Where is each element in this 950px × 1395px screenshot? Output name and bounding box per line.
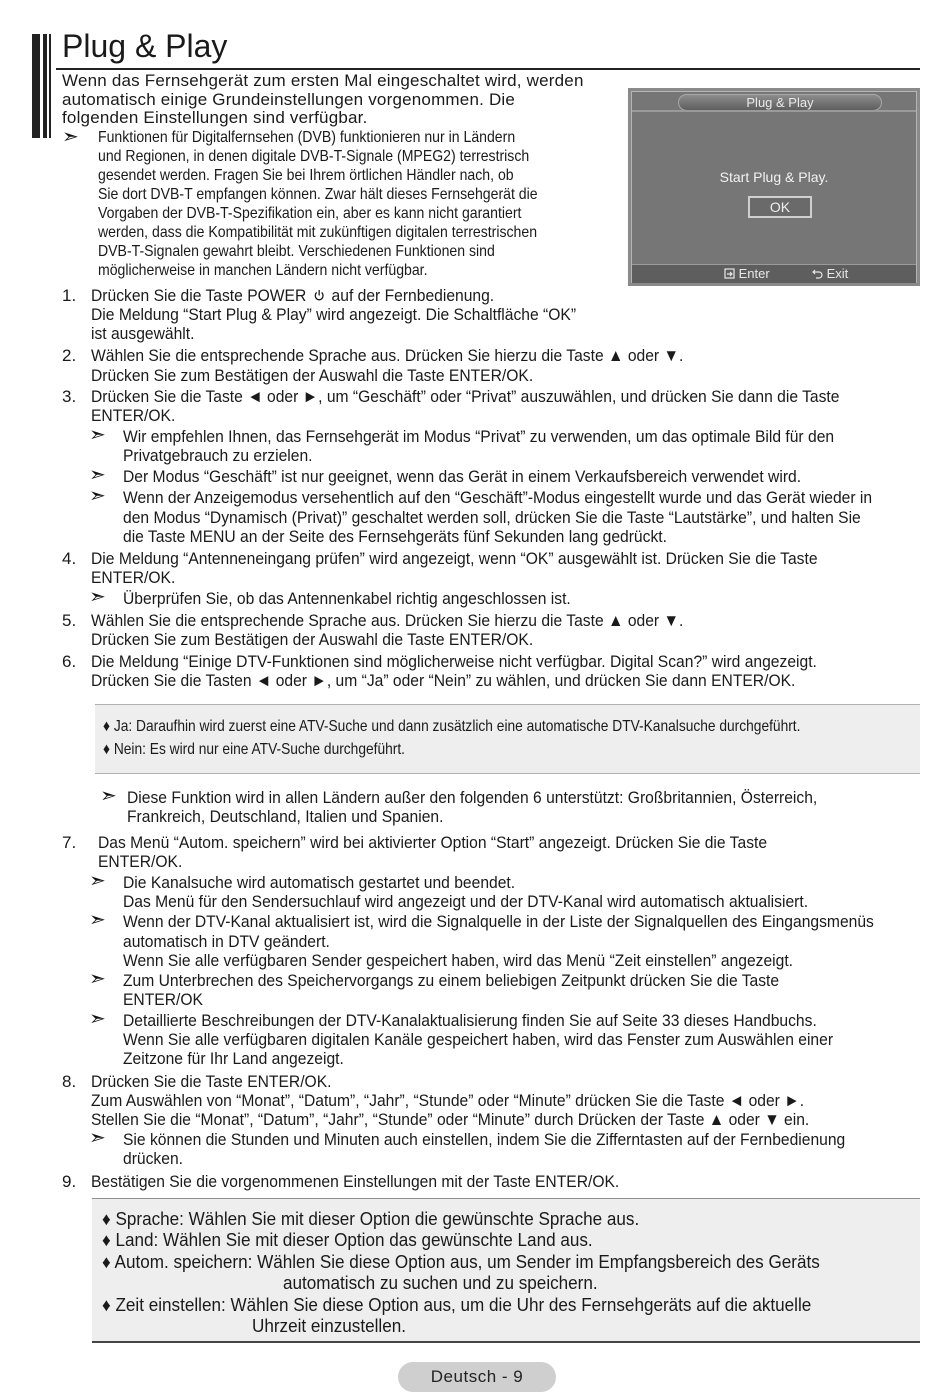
step-7-line: Das Menü “Autom. speichern” wird bei aktivierter Option “Start” angezeigt. Drücken Sie die Taste (98, 833, 768, 852)
note-line: DVB-T-Signalen gewahrt bleibt. Verschiedenen Funktionen sind (98, 243, 495, 260)
title-rule (56, 68, 920, 70)
step-number: 5. (62, 611, 77, 630)
note-arrow-icon: ➣ (89, 968, 106, 990)
step-number: 6. (62, 652, 77, 671)
note-line: Wenn der Anzeigemodus versehentlich auf den “Geschäft”-Modus eingestellt wurde und das Gerät wieder in (123, 488, 873, 507)
step-number: 8. (62, 1072, 77, 1091)
tv-enter-label: Enter (738, 266, 770, 281)
title-bar-3 (49, 34, 51, 138)
step-1-line (91, 286, 494, 306)
step-number: 1. (62, 286, 77, 305)
step-6-line: Drücken Sie die Tasten ◄ oder ►, um “Ja” oder “Nein” zu wählen, und drücken Sie dann ENTER/OK. (91, 671, 796, 690)
intro-text (62, 72, 622, 128)
tv-screen (628, 88, 920, 286)
step-number: 9. (62, 1172, 77, 1191)
note-line: Überprüfen Sie, ob das Antennenkabel richtig angeschlossen ist. (123, 589, 571, 608)
note-line: gesendet werden. Fragen Sie bei Ihrem örtlichen Händler nach, ob (98, 167, 514, 184)
step-3-line: ENTER/OK. (91, 406, 176, 425)
tv-screen-inner (631, 91, 917, 283)
step-3-line: Drücken Sie die Taste ◄ oder ►, um “Geschäft” oder “Privat” auszuwählen, und drücken Sie dann die Taste (91, 387, 840, 406)
note-arrow-icon: ➣ (62, 126, 79, 148)
note-line: werden, dass die Kompatibilität mit zukünftigen digitalen terrestrischen (98, 224, 538, 241)
note-line: Vorgaben der DVB-T-Spezifikation ein, aber es kann nicht garantiert (98, 205, 522, 222)
note-arrow-icon: ➣ (89, 586, 106, 608)
note-line: Diese Funktion wird in allen Ländern außer den folgenden 6 unterstützt: Großbritannien, Österreich, (127, 788, 818, 807)
tv-enter-hint (724, 265, 770, 282)
note-arrow-icon: ➣ (89, 464, 106, 486)
note-line: Funktionen für Digitalfernsehen (DVB) funktionieren nur in Ländern (98, 129, 516, 146)
step-4-line: ENTER/OK. (91, 568, 176, 587)
note-arrow-icon: ➣ (89, 870, 106, 892)
step-2-line: Drücken Sie zum Bestätigen der Auswahl die Taste ENTER/OK. (91, 366, 534, 385)
power-icon (313, 289, 324, 302)
step-8-line: Zum Auswählen von “Monat”, “Datum”, “Jahr”, “Stunde” oder “Minute” drücken Sie die Taste ◄ oder ►. (91, 1091, 805, 1110)
note-line: Sie dort DVB-T empfangen können. Zwar hält dieses Fernsehgerät die (98, 186, 538, 203)
enter-icon (724, 268, 735, 279)
intro-line: Wenn das Fernsehgerät zum ersten Mal eingeschaltet wird, werden (62, 71, 584, 90)
tv-ok-button[interactable]: OK (748, 196, 812, 218)
tv-screen-footer (632, 264, 916, 283)
tv-screen-message: Start Plug & Play. (719, 169, 829, 185)
summary-line: ♦ Sprache: Wählen Sie mit dieser Option die gewünschte Sprache aus. (102, 1209, 640, 1229)
summary-line: automatisch zu suchen und zu speichern. (283, 1273, 598, 1293)
return-icon (812, 268, 823, 279)
note-line: Zeitzone für Ihr Land angezeigt. (123, 1049, 344, 1068)
note-arrow-icon: ➣ (100, 785, 117, 807)
summary-line: ♦ Autom. speichern: Wählen Sie diese Option aus, um Sender im Empfangsbereich des Geräts (102, 1252, 820, 1272)
note-line: Wir empfehlen Ihnen, das Fernsehgerät im Modus “Privat” zu verwenden, um das optimale Bild für den (123, 427, 835, 446)
step-number: 4. (62, 549, 77, 568)
note-line: Zum Unterbrechen des Speichervorgangs zu einem beliebigen Zeitpunkt drücken Sie die Taste (123, 971, 780, 990)
step-7-line: ENTER/OK. (98, 852, 183, 871)
tv-exit-hint (812, 265, 848, 282)
step-8-line: Stellen Sie die “Monat”, “Datum”, “Jahr”, “Stunde” oder “Minute” durch Drücken der Taste ▲ oder ▼ ein. (91, 1110, 810, 1129)
tv-screen-title: Plug & Play (678, 94, 882, 111)
tv-exit-label: Exit (826, 266, 849, 281)
summary-line: ♦ Land: Wählen Sie mit dieser Option das gewünschte Land aus. (102, 1230, 593, 1250)
step-1-text-b: auf der Fernbedienung. (331, 286, 495, 305)
note-line: Sie können die Stunden und Minuten auch einstellen, indem Sie die Zifferntasten auf der Fernbedienung (123, 1130, 846, 1149)
option-nein: ♦ Nein: Es wird nur eine ATV-Suche durchgeführt. (103, 741, 405, 758)
note-line: den Modus “Dynamisch (Privat)” geschaltet werden soll, drücken Sie die Taste “Lautstärke”, und halten Sie (123, 508, 861, 527)
summary-line: Uhrzeit einzustellen. (252, 1316, 406, 1336)
note-line: die Taste MENU an der Seite des Fernsehgeräts fünf Sekunden lang gedrückt. (123, 527, 667, 546)
note-line: und Regionen, in denen digitale DVB-T-Signale (MPEG2) terrestrisch (98, 148, 530, 165)
step-2-line: Wählen Sie die entsprechende Sprache aus. Drücken Sie hierzu die Taste ▲ oder ▼. (91, 346, 684, 365)
title-bar-1 (32, 34, 40, 138)
step-1-text-a: Drücken Sie die Taste POWER (91, 286, 307, 305)
title-bar-2 (43, 34, 47, 138)
note-arrow-icon: ➣ (89, 1008, 106, 1030)
summary-box (92, 1198, 920, 1343)
note-line: Detaillierte Beschreibungen der DTV-Kanalaktualisierung finden Sie auf Seite 33 dieses Handbuchs. (123, 1011, 817, 1030)
page-title: Plug & Play (62, 28, 228, 64)
note-line: Frankreich, Deutschland, Italien und Spanien. (127, 807, 444, 826)
options-box (95, 704, 920, 774)
note-arrow-icon: ➣ (89, 485, 106, 507)
step-8-line: Drücken Sie die Taste ENTER/OK. (91, 1072, 332, 1091)
note-arrow-icon: ➣ (89, 424, 106, 446)
page-footer: Deutsch - 9 (398, 1362, 556, 1392)
note-line: möglicherweise in manchen Ländern nicht verfügbar. (98, 262, 428, 279)
step-5-line: Drücken Sie zum Bestätigen der Auswahl die Taste ENTER/OK. (91, 630, 534, 649)
note-line: drücken. (123, 1149, 183, 1168)
note-arrow-icon: ➣ (89, 1127, 106, 1149)
option-ja: ♦ Ja: Daraufhin wird zuerst eine ATV-Suche und dann zusätzlich eine automatische DTV-Kanalsuche durchgeführt. (103, 718, 801, 735)
summary-line: ♦ Zeit einstellen: Wählen Sie diese Option aus, um die Uhr des Fernsehgeräts auf die aktuelle (102, 1295, 812, 1315)
step-number: 2. (62, 346, 77, 365)
step-9-line: Bestätigen Sie die vorgenommenen Einstellungen mit der Taste ENTER/OK. (91, 1172, 620, 1191)
note-line: Wenn Sie alle verfügbaren digitalen Kanäle gespeichert haben, wird das Fenster zum Auswählen einer (123, 1030, 834, 1049)
step-6-line: Die Meldung “Einige DTV-Funktionen sind möglicherweise nicht verfügbar. Digital Scan?” wird angezeigt. (91, 652, 817, 671)
note-line: Privatgebrauch zu erzielen. (123, 446, 313, 465)
intro-line: automatisch einige Grundeinstellungen vorgenommen. Die (62, 89, 516, 109)
note-line: Das Menü für den Sendersuchlauf wird angezeigt und der DTV-Kanal wird automatisch aktualisiert. (123, 892, 809, 911)
note-line: Wenn der DTV-Kanal aktualisiert ist, wird die Signalquelle in der Liste der Signalquellen des Eingangsmenüs (123, 912, 874, 931)
tv-title-separator (632, 110, 916, 112)
note-line: Der Modus “Geschäft” ist nur geeignet, wenn das Gerät in einem Verkaufsbereich verwendet wird. (123, 467, 802, 486)
step-1-line: ist ausgewählt. (91, 324, 195, 343)
step-number: 7. (62, 833, 77, 852)
note-arrow-icon: ➣ (89, 909, 106, 931)
step-number: 3. (62, 387, 77, 406)
step-4-line: Die Meldung “Antenneneingang prüfen” wird angezeigt, wenn “OK” ausgewählt ist. Drücken Sie die Taste (91, 549, 818, 568)
note-line: automatisch in DTV geändert. (123, 932, 330, 951)
note-line: ENTER/OK (123, 990, 203, 1009)
intro-line: folgenden Einstellungen sind verfügbar. (62, 108, 368, 127)
step-1-line: Die Meldung “Start Plug & Play” wird angezeigt. Die Schaltfläche “OK” (91, 305, 577, 324)
step-5-line: Wählen Sie die entsprechende Sprache aus. Drücken Sie hierzu die Taste ▲ oder ▼. (91, 611, 684, 630)
note-line: Wenn Sie alle verfügbaren Sender gespeichert haben, wird das Menü “Zeit einstellen” angezeigt. (123, 951, 794, 970)
note-line: Die Kanalsuche wird automatisch gestartet und beendet. (123, 873, 516, 892)
title-decoration-bars (32, 34, 54, 138)
